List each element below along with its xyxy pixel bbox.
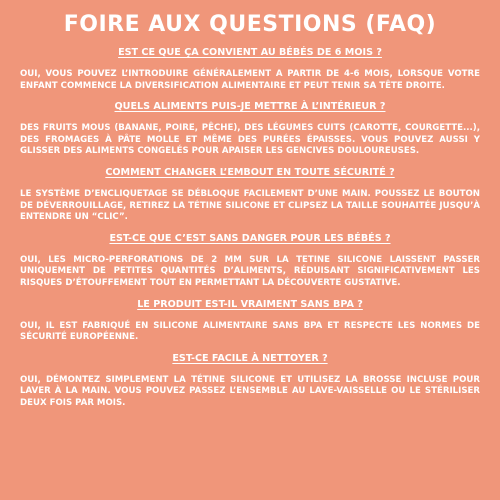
faq-item-safety	[20, 232, 480, 290]
faq-question: QUELS ALIMENTS PUIS-JE METTRE À L’INTÉRIEUR ?	[114, 101, 386, 113]
faq-item-age	[20, 46, 480, 92]
faq-item-cleaning	[20, 352, 480, 410]
faq-answer: LE SYSTÈME D’ENCLIQUETAGE SE DÉBLOQUE FACILEMENT D’UNE MAIN. POUSSEZ LE BOUTON DE DÉVERROUILLAGE, RETIREZ LA TÉTINE SILICONE ET CLIPSEZ LA TAILLE SOUHAITÉE JUSQU’À ENTENDRE UN “CLIC”.	[20, 188, 480, 223]
faq-answer: OUI, IL EST FABRIQUÉ EN SILICONE ALIMENTAIRE SANS BPA ET RESPECTE LES NORMES DE SÉCURITÉ EUROPÉENNE.	[20, 320, 480, 343]
faq-question: EST-CE FACILE À NETTOYER ?	[172, 352, 328, 364]
faq-answer: DES FRUITS MOUS (BANANE, POIRE, PÊCHE), DES LÉGUMES CUITS (CAROTTE, COURGETTE...), DES FROMAGES À PÂTE MOLLE ET MÊME DES PURÉES ÉPAISSES. VOUS POUVEZ AUSSI Y GLISSER DES ALIMENTS CONGELÉS POUR APAISER LES GENCIVES DOULOUREUSES.	[20, 123, 480, 157]
faq-answer: OUI, LES MICRO-PERFORATIONS DE 2 MM SUR LA TETINE SILICONE LAISSENT PASSER UNIQUEMENT DE PETITES QUANTITÉS D’ALIMENTS, RÉDUISANT SIGNIFICATIVEMENT LES RISQUES D’ÉTOUFFEMENT TOUT EN PERMETTANT LA DÉCOUVERTE GUSTATIVE.	[20, 254, 480, 288]
faq-item-change-tip	[20, 166, 480, 224]
faq-answer: OUI, VOUS POUVEZ L’INTRODUIRE GÉNÉRALEMENT A PARTIR DE 4-6 MOIS, LORSQUE VOTRE ENFANT COMMENCE LA DIVERSIFICATION ALIMENTAIRE ET PEUT TENIR SA TÊTE DROITE.	[20, 69, 480, 91]
faq-answer: OUI, DÉMONTEZ SIMPLEMENT LA TÉTINE SILICONE ET UTILISEZ LA BROSSE INCLUSE POUR LAVER À LA MAIN. VOUS POUVEZ PASSEZ L’ENSEMBLE AU LAVE-VAISSELLE OU LE STÉRILISER DEUX FOIS PAR MOIS.	[20, 374, 480, 408]
faq-question: EST-CE QUE C’EST SANS DANGER POUR LES BÉBÉS ?	[109, 232, 391, 244]
page-title: FOIRE AUX QUESTIONS (FAQ)	[63, 12, 437, 37]
faq-question: LE PRODUIT EST-IL VRAIMENT SANS BPA ?	[137, 298, 363, 310]
faq-item-foods	[20, 100, 480, 158]
faq-item-bpa	[20, 298, 480, 344]
faq-question: COMMENT CHANGER L’EMBOUT EN TOUTE SÉCURITÉ ?	[105, 166, 395, 178]
faq-question: EST CE QUE ÇA CONVIENT AU BÉBÉS DE 6 MOIS ?	[118, 47, 382, 58]
